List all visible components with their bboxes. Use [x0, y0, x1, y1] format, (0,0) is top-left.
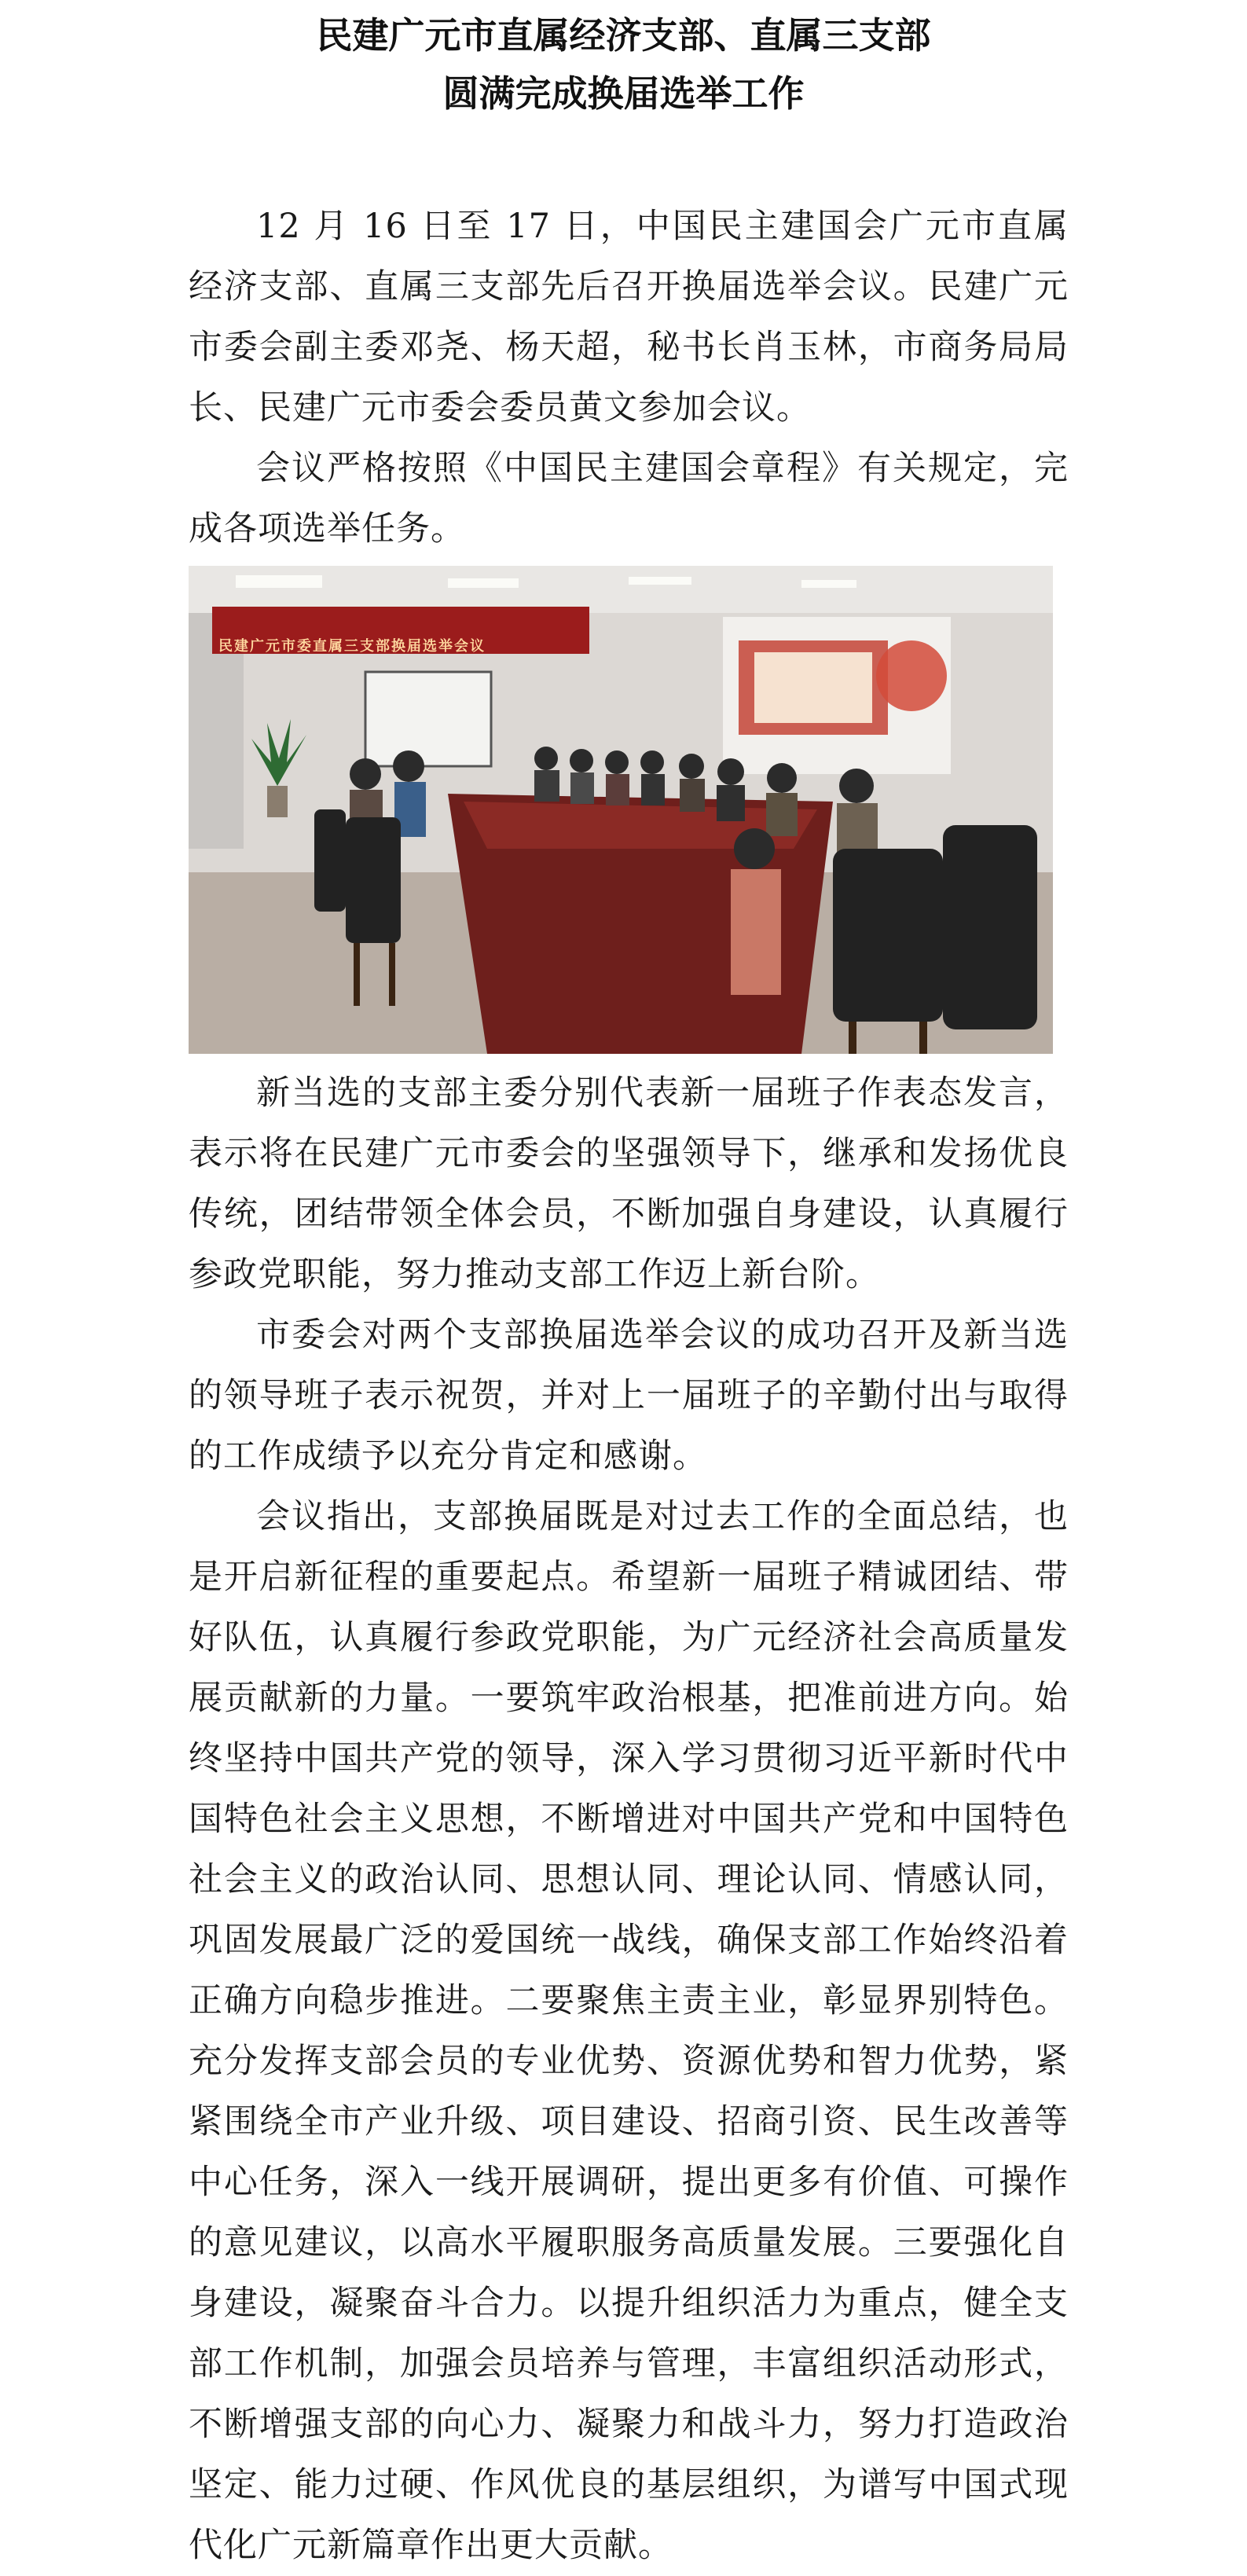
- article-title: [0, 6, 1247, 123]
- paragraph-3: 新当选的支部主委分别代表新一届班子作表态发言，表示将在民建广元市委会的坚强领导下，继承和发扬优良传统，团结带领全体会员，不断加强自身建设，认真履行参政党职能，努力推动支部工作迈上新台阶。: [189, 1073, 1069, 1294]
- banner-text: 民建广元市委直属三支部换届选举会议: [218, 638, 486, 655]
- article-body: [189, 196, 1069, 2576]
- paragraph-4: 市委会对两个支部换届选举会议的成功召开及新当选的领导班子表示祝贺，并对上一届班子的辛勤付出与取得的工作成绩予以充分肯定和感谢。: [189, 1316, 1069, 1476]
- projection-screen: [365, 672, 491, 766]
- paragraph-1: 12 月 16 日至 17 日，中国民主建国会广元市直属经济支部、直属三支部先后召开换届选举会议。民建广元市委会副主委邓尧、杨天超，秘书长肖玉林，市商务局局长、民建广元市委会委员黄文参加会议。: [189, 207, 1069, 427]
- paragraph-2: 会议严格按照《中国民主建国会章程》有关规定，完成各项选举任务。: [189, 449, 1069, 549]
- title-line-2: 圆满完成换届选举工作: [442, 72, 805, 115]
- meeting-photo: [189, 566, 1053, 1054]
- title-line-1: 民建广元市直属经济支部、直属三支部: [316, 14, 931, 57]
- paragraph-5: 会议指出，支部换届既是对过去工作的全面总结，也是开启新征程的重要起点。希望新一届班子精诚团结、带好队伍，认真履行参政党职能，为广元经济社会高质量发展贡献新的力量。一要筑牢政治根基，把准前进方向。始终坚持中国共产党的领导，深入学习贯彻习近平新时代中国特色社会主义思想，不断增进对中国共产党和中国特色社会主义的政治认同、思想认同、理论认同、情感认同，巩固发展最广泛的爱国统一战线，确保支部工作始终沿着正确方向稳步推进。二要聚焦主责主业，彰显界别特色。充分发挥支部会员的专业优势、资源优势和智力优势，紧紧围绕全市产业升级、项目建设、招商引资、民生改善等中心任务，深入一线开展调研，提出更多有价值、可操作的意见建议，以高水平履职服务高质量发展。三要强化自身建设，凝聚奋斗合力。以提升组织活力为重点，健全支部工作机制，加强会员培养与管理，丰富组织活动形式，不断增强支部的向心力、凝聚力和战斗力，努力打造政治坚定、能力过硬、作风优良的基层组织，为谱写中国式现代化广元新篇章作出更大贡献。: [189, 1497, 1069, 2565]
